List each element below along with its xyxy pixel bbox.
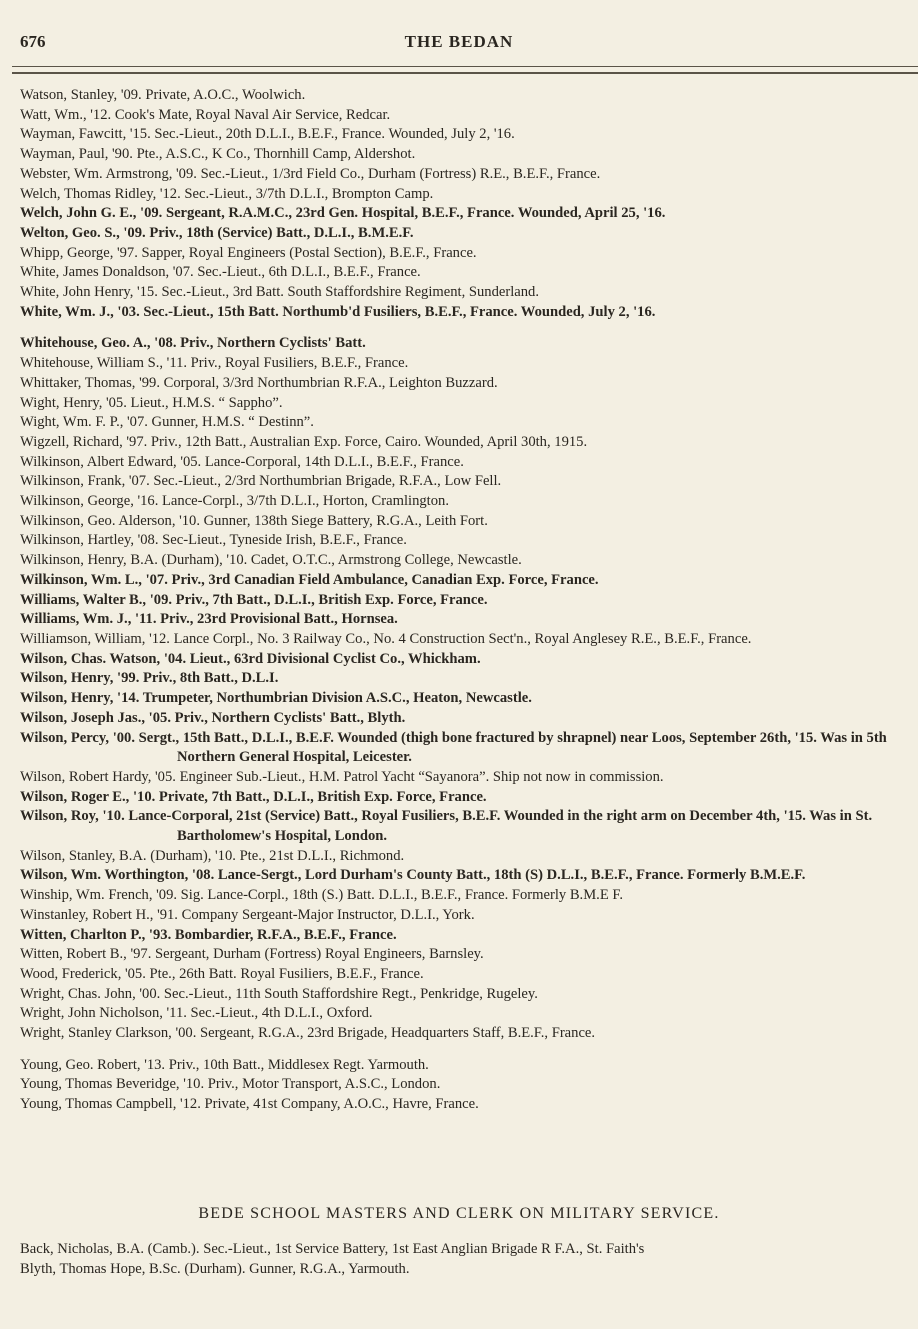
- list-item: [20, 185, 916, 205]
- entry-text: Back, Nicholas, B.A. (Camb.). Sec.-Lieut., 1st Service Battery, 1st East Anglian Brigade R F.A., St. Faith's: [20, 1241, 645, 1257]
- list-item: [20, 807, 916, 846]
- entry-text: Wright, Stanley Clarkson, '00. Sergeant, R.G.A., 23rd Brigade, Headquarters Staff, B.E.F., France.: [20, 1025, 596, 1042]
- masters-list: [20, 1240, 916, 1279]
- header-rule: [12, 66, 918, 67]
- entry-text: Wilson, Chas. Watson, '04. Lieut., 63rd Divisional Cyclist Co., Whickham.: [20, 650, 481, 667]
- entry-text: Wilson, Roy, '10. Lance-Corporal, 21st (Service) Batt., Royal Fusiliers, B.E.F. Wounded in the right arm on December 4th, '15. Was in St. Bartholomew's Hospital, London.: [20, 808, 873, 845]
- entry-text: Wayman, Paul, '90. Pte., A.S.C., K Co., Thornhill Camp, Aldershot.: [20, 146, 416, 163]
- list-item: [20, 709, 916, 729]
- entry-text: Wilson, Wm. Worthington, '08. Lance-Sergt., Lord Durham's County Batt., 18th (S) D.L.I., B.E.F., France. Formerly B.M.E.F.: [20, 867, 806, 884]
- list-item: [20, 689, 916, 709]
- entry-text: Wright, John Nicholson, '11. Sec.-Lieut., 4th D.L.I., Oxford.: [20, 1005, 373, 1022]
- entry-text: White, Wm. J., '03. Sec.-Lieut., 15th Batt. Northumb'd Fusiliers, B.E.F., France. Wounded, July 2, '16.: [20, 303, 656, 320]
- entry-text: Watson, Stanley, '09. Private, A.O.C., Woolwich.: [20, 87, 306, 103]
- list-item: [20, 610, 916, 630]
- list-item: [20, 1075, 916, 1095]
- entry-text: Young, Thomas Beveridge, '10. Priv., Motor Transport, A.S.C., London.: [20, 1076, 441, 1093]
- list-item: [20, 1260, 916, 1280]
- entry-text: Williams, Wm. J., '11. Priv., 23rd Provisional Batt., Hornsea.: [20, 611, 398, 628]
- entry-text: Wilson, Roger E., '10. Private, 7th Batt., D.L.I., British Exp. Force, France.: [20, 788, 487, 805]
- entry-text: Wilkinson, Albert Edward, '05. Lance-Corporal, 14th D.L.I., B.E.F., France.: [20, 453, 464, 470]
- entry-text: Wilson, Percy, '00. Sergt., 15th Batt., D.L.I., B.E.F. Wounded (thigh bone fractured by shrapnel) near Loos, September 26th, '15. Was in 5th Northern General Hospital, Leicester.: [20, 729, 887, 766]
- list-item: [20, 492, 916, 512]
- list-item: [20, 886, 916, 906]
- list-item: [20, 531, 916, 551]
- entry-text: Wight, Wm. F. P., '07. Gunner, H.M.S. “ Destinn”.: [20, 414, 314, 431]
- page-number: 676: [20, 32, 46, 51]
- list-item: [20, 847, 916, 867]
- entry-text: Wilkinson, Hartley, '08. Sec-Lieut., Tyneside Irish, B.E.F., France.: [20, 532, 407, 549]
- entry-text: Wilkinson, George, '16. Lance-Corpl., 3/7th D.L.I., Horton, Cramlington.: [20, 493, 449, 510]
- list-item: [20, 145, 916, 165]
- section-heading: BEDE SCHOOL MASTERS AND CLERK ON MILITARY SERVICE.: [198, 1205, 720, 1222]
- list-item: [20, 224, 916, 244]
- list-item: [20, 906, 916, 926]
- list-item: [20, 788, 916, 808]
- entry-text: Winship, Wm. French, '09. Sig. Lance-Corpl., 18th (S.) Batt. D.L.I., B.E.F., France. Formerly B.M.E F.: [20, 887, 623, 904]
- entry-text: Wilkinson, Wm. L., '07. Priv., 3rd Canadian Field Ambulance, Canadian Exp. Force, France.: [20, 571, 599, 588]
- roll-of-service-list: [20, 86, 916, 1115]
- list-item: [20, 303, 916, 323]
- entry-text: Wright, Chas. John, '00. Sec.-Lieut., 11th South Staffordshire Regt., Penkridge, Rugeley.: [20, 985, 538, 1002]
- entry-text: Wilson, Henry, '99. Priv., 8th Batt., D.L.I.: [20, 670, 279, 687]
- entry-text: Wigzell, Richard, '97. Priv., 12th Batt., Australian Exp. Force, Cairo. Wounded, April 30th, 1915.: [20, 433, 588, 450]
- entry-text: Webster, Wm. Armstrong, '09. Sec.-Lieut., 1/3rd Field Co., Durham (Fortress) R.E., B.E.F., France.: [20, 165, 601, 182]
- entry-text: Wilson, Henry, '14. Trumpeter, Northumbrian Division A.S.C., Heaton, Newcastle.: [20, 690, 532, 707]
- entry-text: Wilson, Stanley, B.A. (Durham), '10. Pte., 21st D.L.I., Richmond.: [20, 847, 405, 864]
- list-item: [20, 669, 916, 689]
- list-item: [20, 512, 916, 532]
- entry-text: Welch, Thomas Ridley, '12. Sec.-Lieut., 3/7th D.L.I., Brompton Camp.: [20, 185, 434, 202]
- list-item: [20, 591, 916, 611]
- list-item: [20, 165, 916, 185]
- entry-text: Young, Thomas Campbell, '12. Private, 41st Company, A.O.C., Havre, France.: [20, 1096, 479, 1113]
- entry-text: Whittaker, Thomas, '99. Corporal, 3/3rd Northumbrian R.F.A., Leighton Buzzard.: [20, 374, 498, 391]
- entry-text: Wayman, Fawcitt, '15. Sec.-Lieut., 20th D.L.I., B.E.F., France. Wounded, July 2, '16.: [20, 126, 515, 143]
- entry-text: Wilson, Joseph Jas., '05. Priv., Northern Cyclists' Batt., Blyth.: [20, 709, 406, 726]
- entry-text: Welch, John G. E., '09. Sergeant, R.A.M.C., 23rd Gen. Hospital, B.E.F., France. Wounded, April 25, '16.: [20, 205, 666, 222]
- list-item: [20, 394, 916, 414]
- entry-text: Wood, Frederick, '05. Pte., 26th Batt. Royal Fusiliers, B.E.F., France.: [20, 965, 424, 982]
- running-title: THE BEDAN: [404, 32, 514, 51]
- list-item: [20, 985, 916, 1005]
- page-header: [20, 32, 898, 60]
- list-item: [20, 650, 916, 670]
- entry-text: Wilkinson, Frank, '07. Sec.-Lieut., 2/3rd Northumbrian Brigade, R.F.A., Low Fell.: [20, 473, 502, 490]
- list-item: [20, 729, 916, 768]
- list-item: [20, 866, 916, 886]
- list-item: [20, 1095, 916, 1115]
- entry-text: Whipp, George, '97. Sapper, Royal Engineers (Postal Section), B.E.F., France.: [20, 244, 477, 261]
- list-item: [20, 433, 916, 453]
- entry-text: Winstanley, Robert H., '91. Company Sergeant-Major Instructor, D.L.I., York.: [20, 906, 475, 923]
- spacer: [20, 322, 916, 334]
- list-item: [20, 945, 916, 965]
- list-item: [20, 1024, 916, 1044]
- list-item: [20, 472, 916, 492]
- list-item: [20, 125, 916, 145]
- spacer: [20, 1044, 916, 1056]
- entry-text: Wilson, Robert Hardy, '05. Engineer Sub.-Lieut., H.M. Patrol Yacht “Sayanora”. Ship not now in commission.: [20, 768, 664, 785]
- entry-text: White, John Henry, '15. Sec.-Lieut., 3rd Batt. South Staffordshire Regiment, Sunderland.: [20, 284, 539, 301]
- list-item: [20, 453, 916, 473]
- list-item: [20, 1056, 916, 1076]
- entry-text: Blyth, Thomas Hope, B.Sc. (Durham). Gunner, R.G.A., Yarmouth.: [20, 1260, 410, 1277]
- entry-text: Young, Geo. Robert, '13. Priv., 10th Batt., Middlesex Regt. Yarmouth.: [20, 1056, 429, 1073]
- list-item: [20, 283, 916, 303]
- list-item: [20, 571, 916, 591]
- entry-text: Williamson, William, '12. Lance Corpl., No. 3 Railway Co., No. 4 Construction Sect'n., Royal Anglesey R.E., B.E.F., France.: [20, 630, 752, 647]
- entry-text: White, James Donaldson, '07. Sec.-Lieut., 6th D.L.I., B.E.F., France.: [20, 264, 421, 281]
- entry-text: Welton, Geo. S., '09. Priv., 18th (Service) Batt., D.L.I., B.M.E.F.: [20, 224, 414, 241]
- entry-text: Whitehouse, Geo. A., '08. Priv., Northern Cyclists' Batt.: [20, 335, 366, 352]
- list-item: [20, 244, 916, 264]
- list-item: [20, 374, 916, 394]
- list-item: [20, 965, 916, 985]
- entry-text: Wilkinson, Geo. Alderson, '10. Gunner, 138th Siege Battery, R.G.A., Leith Fort.: [20, 512, 488, 529]
- list-item: [20, 630, 916, 650]
- entry-text: Wilkinson, Henry, B.A. (Durham), '10. Cadet, O.T.C., Armstrong College, Newcastle.: [20, 552, 522, 569]
- entry-text: Whitehouse, William S., '11. Priv., Royal Fusiliers, B.E.F., France.: [20, 355, 409, 372]
- list-item: [20, 354, 916, 374]
- entry-text: Williams, Walter B., '09. Priv., 7th Batt., D.L.I., British Exp. Force, France.: [20, 591, 488, 608]
- entry-text: Witten, Charlton P., '93. Bombardier, R.F.A., B.E.F., France.: [20, 926, 397, 943]
- header-rule-double: [12, 72, 918, 74]
- list-item: [20, 768, 916, 788]
- entry-text: Wight, Henry, '05. Lieut., H.M.S. “ Sappho”.: [20, 394, 283, 411]
- list-item: [20, 926, 916, 946]
- list-item: [20, 86, 916, 106]
- list-item: [20, 551, 916, 571]
- entry-text: Witten, Robert B., '97. Sergeant, Durham (Fortress) Royal Engineers, Barnsley.: [20, 946, 484, 963]
- list-item: [20, 263, 916, 283]
- list-item: [20, 334, 916, 354]
- list-item: [20, 1004, 916, 1024]
- list-item: [20, 204, 916, 224]
- list-item: [20, 106, 916, 126]
- entry-text: Watt, Wm., '12. Cook's Mate, Royal Naval Air Service, Redcar.: [20, 106, 391, 123]
- list-item: [20, 413, 916, 433]
- list-item: [20, 1240, 916, 1260]
